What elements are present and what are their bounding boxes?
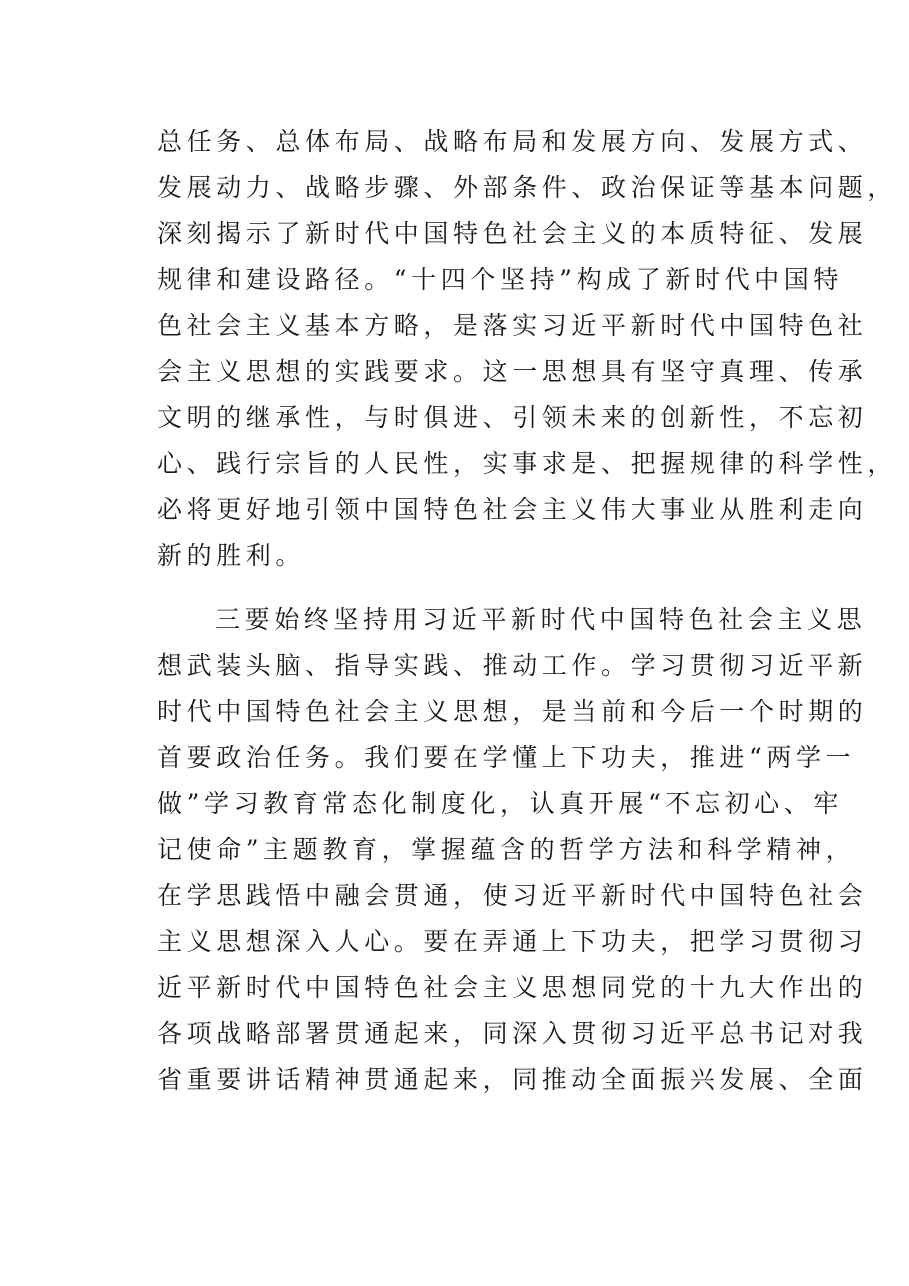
text-line: 三要始终坚持用习近平新时代中国特色社会主义思 — [215, 605, 867, 634]
text-line: 记使命”主题教育，掌握蕴含的哲学方法和科学精神， — [157, 835, 856, 864]
text-line: 在学思践悟中融会贯通，使习近平新时代中国特色社会 — [157, 881, 868, 910]
text-line: 文明的继承性，与时俱进、引领未来的创新性，不忘初 — [157, 403, 868, 432]
text-line: 时代中国特色社会主义思想，是当前和今后一个时期的 — [157, 697, 868, 726]
text-line: 做”学习教育常态化制度化，认真开展“不忘初心、牢 — [157, 789, 843, 818]
paragraph-2 — [157, 597, 868, 1103]
text-line: 色社会主义基本方略，是落实习近平新时代中国特色社 — [157, 311, 868, 340]
text-line: 规律和建设路径。“十四个坚持”构成了新时代中国特 — [157, 265, 843, 294]
text-line: 深刻揭示了新时代中国特色社会主义的本质特征、发展 — [157, 219, 868, 248]
text-line: 主义思想深入人心。要在弄通上下功夫，把学习贯彻习 — [157, 927, 868, 956]
text-line: 想武装头脑、指导实践、推动工作。学习贯彻习近平新 — [157, 651, 868, 680]
text-line: 省重要讲话精神贯通起来，同推动全面振兴发展、全面 — [157, 1065, 868, 1094]
text-line: 心、践行宗旨的人民性，实事求是、把握规律的科学性， — [157, 449, 898, 478]
text-line: 会主义思想的实践要求。这一思想具有坚守真理、传承 — [157, 357, 868, 386]
text-line: 发展动力、战略步骤、外部条件、政治保证等基本问题， — [157, 173, 898, 202]
text-line: 近平新时代中国特色社会主义思想同党的十九大作出的 — [157, 973, 868, 1002]
paragraph-1 — [157, 119, 898, 579]
text-line: 必将更好地引领中国特色社会主义伟大事业从胜利走向 — [157, 495, 868, 524]
text-line: 新的胜利。 — [157, 541, 306, 570]
text-line: 总任务、总体布局、战略布局和发展方向、发展方式、 — [157, 127, 868, 156]
text-line: 各项战略部署贯通起来，同深入贯彻习近平总书记对我 — [157, 1019, 868, 1048]
text-line: 首要政治任务。我们要在学懂上下功夫，推进“两学一 — [157, 743, 856, 772]
